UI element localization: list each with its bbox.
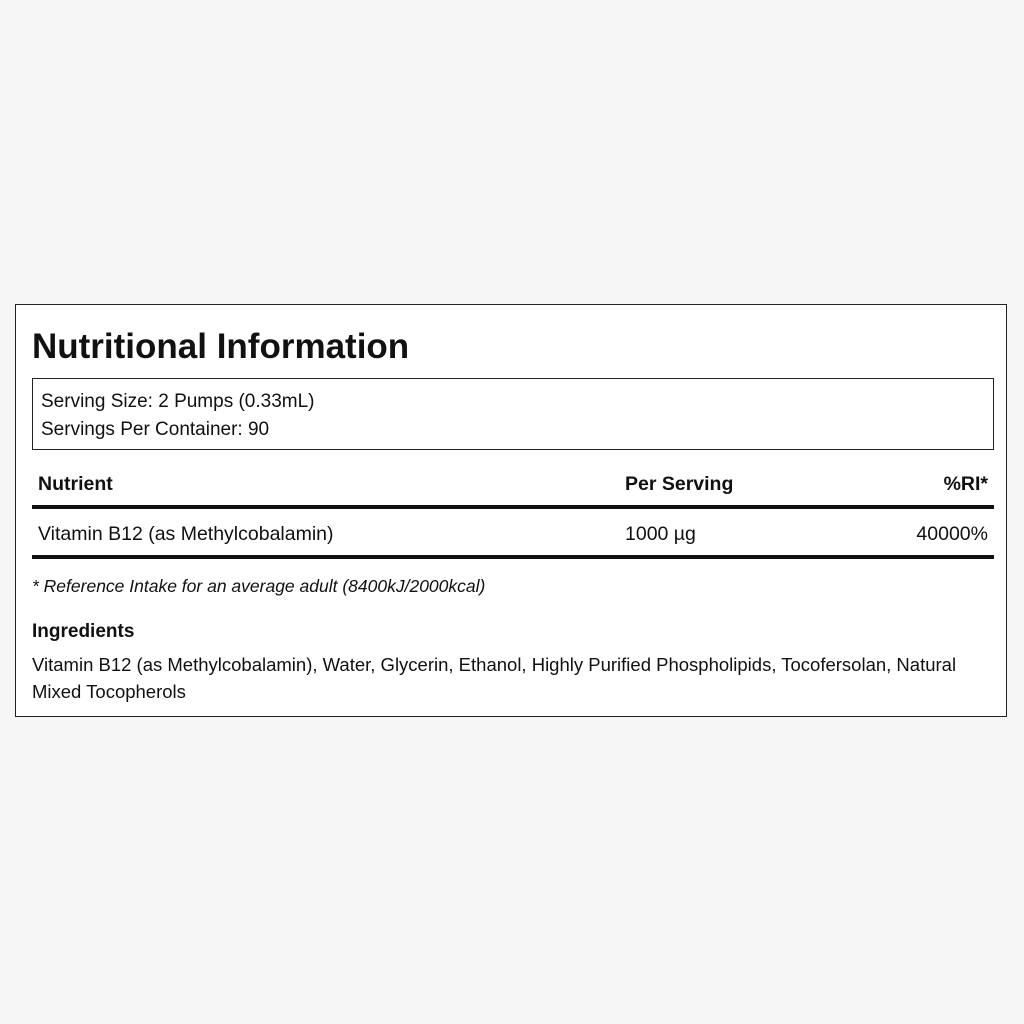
servings-per-container: Servings Per Container: 90 [41, 419, 270, 440]
header-per-serving: Per Serving [625, 473, 734, 495]
table-row [32, 509, 994, 559]
nutrient-ri: 40000% [916, 523, 988, 545]
ingredients-list: Vitamin B12 (as Methylcobalamin), Water, Glycerin, Ethanol, Highly Purified Phospholipids, Tocofersolan, Natural Mixed Tocopherols [32, 654, 957, 702]
nutrient-name: Vitamin B12 (as Methylcobalamin) [38, 523, 334, 545]
header-ri: %RI* [943, 473, 988, 495]
nutrition-panel [15, 304, 1007, 717]
panel-title: Nutritional Information [32, 327, 410, 366]
serving-info-box [32, 378, 994, 450]
ri-footnote: * Reference Intake for an average adult (8400kJ/2000kcal) [32, 576, 486, 596]
nutrient-per-serving: 1000 µg [625, 523, 696, 545]
header-nutrient: Nutrient [38, 473, 113, 495]
ingredients-heading: Ingredients [32, 621, 135, 642]
nutrient-table [32, 465, 994, 559]
serving-size: Serving Size: 2 Pumps (0.33mL) [41, 391, 315, 412]
table-header-row [32, 465, 994, 509]
